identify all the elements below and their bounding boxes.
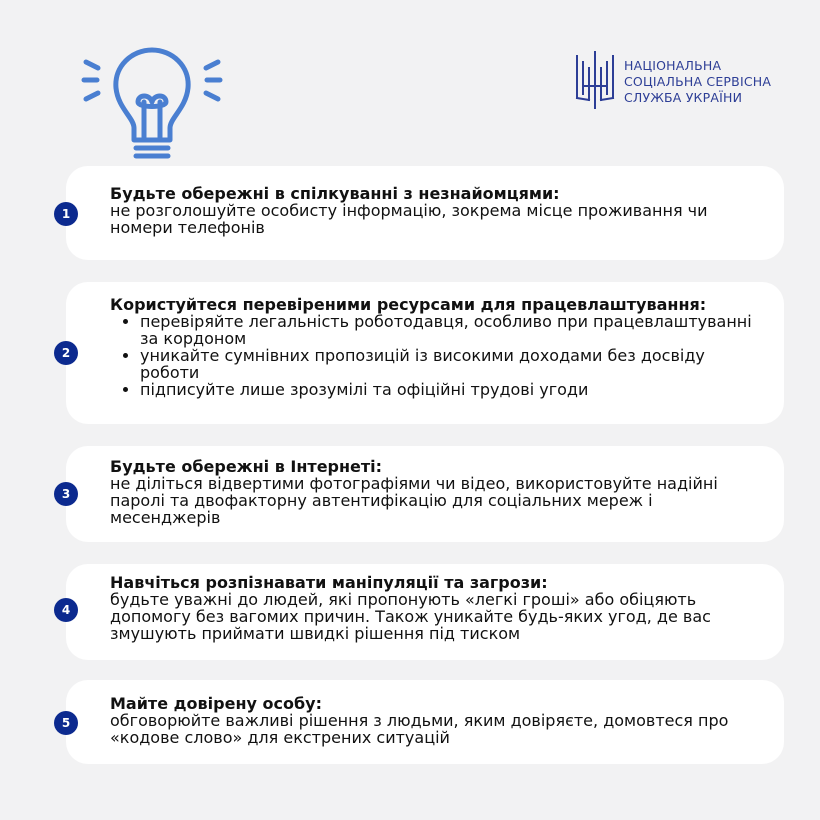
- tip-card-5: [61, 680, 784, 764]
- brand-line: СОЦІАЛЬНА СЕРВІСНА: [624, 74, 772, 89]
- brand-name: [624, 58, 771, 106]
- tip-bullet-list: [110, 313, 766, 398]
- tip-card-4: [61, 564, 784, 660]
- tip-card-3: [61, 446, 784, 542]
- trident-emblem-icon: [574, 48, 618, 112]
- tip-title: Користуйтеся перевіреними ресурсами для працевлаштування:: [110, 295, 707, 314]
- light-bulb-icon: [78, 44, 226, 166]
- tip-title: Будьте обережні в спілкуванні з незнайомцями:: [110, 184, 560, 203]
- brand-line: НАЦІОНАЛЬНА: [624, 58, 722, 73]
- tip-text: не розголошуйте особисту інформацію, зокрема місце проживання чи номери телефонів: [110, 201, 708, 237]
- tip-text: обговорюйте важливі рішення з людьми, яким довіряєте, домовтеся про «кодове слово» для екстрених ситуацій: [110, 711, 729, 747]
- tip-bullet: • уникайте сумнівних пропозицій із високими доходами без досвіду роботи: [140, 347, 766, 381]
- tip-number-badge: 2: [54, 341, 78, 365]
- tip-number-badge: 5: [54, 711, 78, 735]
- tip-number-badge: 1: [54, 202, 78, 226]
- tip-number-badge: 4: [54, 598, 78, 622]
- tip-title: Будьте обережні в Інтернеті:: [110, 457, 383, 476]
- brand-line: СЛУЖБА УКРАЇНИ: [624, 90, 743, 105]
- tip-card-1: [61, 166, 784, 260]
- tip-bullet: • перевіряйте легальність роботодавця, особливо при працевлаштуванні за кордоном: [140, 313, 766, 347]
- tip-card-2: [61, 282, 784, 424]
- tip-title: Навчіться розпізнавати маніпуляції та загрози:: [110, 573, 548, 592]
- tip-text: не діліться відвертими фотографіями чи відео, використовуйте надійні паролі та двофакторну автентифікацію для соціальних мереж і месенджерів: [110, 474, 718, 527]
- tip-number-badge: 3: [54, 482, 78, 506]
- tip-title: Майте довірену особу:: [110, 694, 322, 713]
- tip-text: будьте уважні до людей, які пропонують «легкі гроші» або обіцяють допомогу без вагомих причин. Також уникайте будь-яких угод, де вас змушують приймати швидкі рішення під тиском: [110, 590, 711, 643]
- brand-logo: [574, 48, 804, 112]
- tip-bullet: • підписуйте лише зрозумілі та офіційні трудові угоди: [140, 381, 766, 398]
